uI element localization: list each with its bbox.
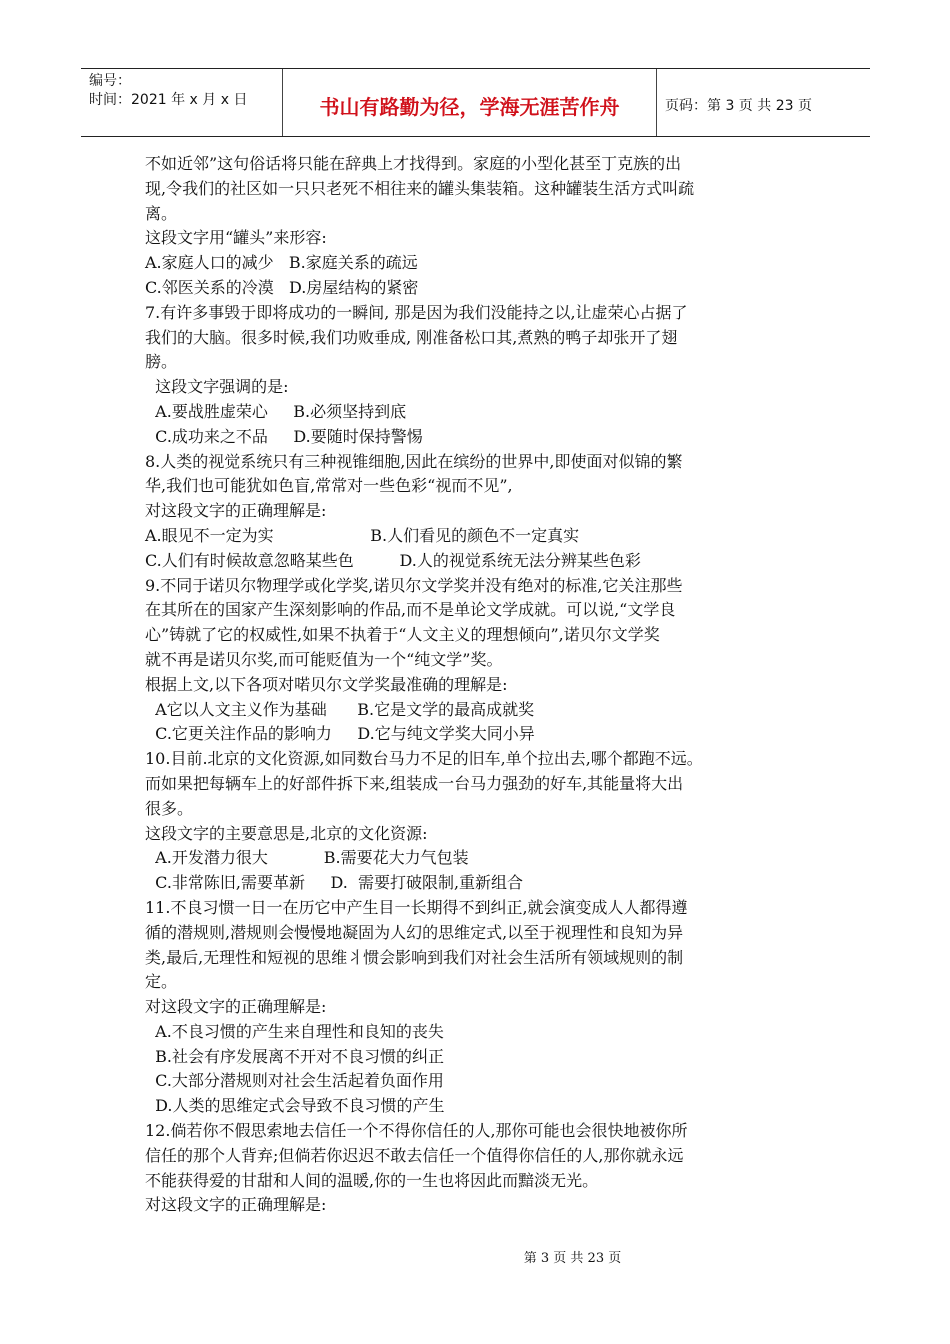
- text-line: 7.有许多事毁于即将成功的一瞬间, 那是因为我们没能持之以,让虚荣心占据了: [145, 302, 688, 322]
- text-line: C.邻医关系的冷漠 D.房屋结构的紧密: [145, 277, 419, 297]
- text-line: 根据上文,以下各项对喏贝尔文学奖最准确的理解是:: [145, 674, 508, 694]
- text-line: A它以人文主义作为基础 B.它是文学的最高成就奖: [145, 699, 535, 719]
- text-line: 循的潜规则,潜规则会慢慢地凝固为人幻的思维定式,以至于视理性和良知为异: [145, 922, 684, 942]
- text-line: 不如近邻”这句俗话将只能在辞典上才找得到。家庭的小型化甚至丁克族的出: [145, 154, 682, 173]
- text-line: 很多。: [145, 798, 194, 818]
- document-body: [145, 152, 825, 1218]
- text-line: C.成功来之不品 D.要随时保持警惕: [145, 426, 423, 446]
- text-line: C.它更关注作品的影响力 D.它与纯文学奖大同小异: [145, 724, 535, 744]
- text-line: C.人们有时候故意忽略某些色 D.人的视觉系统无法分辨某些色彩: [145, 550, 641, 570]
- page-footer: 第 3 页 共 23 页: [523, 1251, 622, 1266]
- text-line: 对这段文字的正确理解是:: [145, 501, 327, 521]
- text-line: 11.不良习惯一日一在历它中产生目一长期得不到纠正,就会演变成人人都得遵: [145, 897, 688, 917]
- text-line: D.人类的思维定式会导致不良习惯的产生: [145, 1096, 445, 1116]
- text-line: A.眼见不一定为实 B.人们看见的颜色不一定真实: [145, 525, 580, 545]
- text-line: 心”铸就了它的权威性,如果不执着于“人文主义的理想倾向”,诺贝尔文学奖: [145, 625, 660, 645]
- text-line: C.非常陈旧,需要革新 D. 需要打破限制,重新组合: [145, 873, 524, 893]
- text-line: 8.人类的视觉系统只有三种视锥细胞,因此在缤纷的世界中,即使面对似锦的繁: [145, 451, 683, 471]
- text-line: 现,令我们的社区如一只只老死不相往来的罐头集装箱。这种罐装生活方式叫疏: [145, 178, 695, 198]
- header-page-label: 页码：第 3 页 共 23 页: [665, 97, 812, 114]
- text-line: A.要战胜虚荣心 B.必须坚持到底: [145, 401, 407, 421]
- text-line: 不能获得爱的甘甜和人间的温暖,你的一生也将因此而黯淡无光。: [145, 1170, 599, 1190]
- text-line: 华,我们也可能犹如色盲,常常对一些色彩“视而不见”,: [145, 476, 513, 496]
- text-line: 定。: [145, 972, 178, 992]
- time-label: 时间：2021 年 x 月 x 日: [89, 92, 248, 108]
- text-line: A.不良习惯的产生来自理性和良知的丧失: [145, 1021, 444, 1041]
- page-header: [81, 68, 870, 137]
- text-line: 膀。: [145, 352, 178, 372]
- text-line: 信任的那个人背弃;但倘若你迟迟不敢去信任一个值得你信任的人,那你就永远: [145, 1145, 684, 1165]
- text-line: C.大部分潜规则对社会生活起着负面作用: [145, 1071, 444, 1091]
- text-line: 这段文字强调的是:: [145, 377, 289, 397]
- text-line: 在其所在的国家产生深刻影响的作品,而不是单论文学成就。可以说,“文学良: [145, 600, 676, 620]
- text-line: 而如果把每辆车上的好部件拆下来,组装成一台马力强劲的好车,其能量将大出: [145, 773, 684, 793]
- number-label: 编号：: [89, 73, 131, 89]
- header-meta: [81, 69, 283, 136]
- header-motto: 书山有路勤为径，学海无涯苦作舟: [283, 69, 657, 136]
- text-line: 就不再是诺贝尔奖,而可能贬值为一个“纯文学”奖。: [145, 649, 503, 669]
- text-line: 12.倘若你不假思索地去信任一个不得你信任的人,那你可能也会很快地被你所: [145, 1121, 688, 1141]
- text-line: 对这段文字的正确理解是:: [145, 997, 327, 1017]
- text-line: A.开发潜力很大 B.需要花大力气包装: [145, 848, 469, 868]
- text-line: 离。: [145, 203, 178, 223]
- text-line: 对这段文字的正确理解是:: [145, 1195, 327, 1215]
- text-line: A.家庭人口的减少 B.家庭关系的疏远: [145, 253, 418, 273]
- text-line: 10.目前.北京的文化资源,如同数台马力不足的旧车,单个拉出去,哪个都跑不远。: [145, 749, 703, 769]
- text-line: 9.不同于诺贝尔物理学或化学奖,诺贝尔文学奖并没有绝对的标准,它关注那些: [145, 575, 683, 595]
- text-line: 这段文字用“罐头”来形容:: [145, 228, 327, 248]
- text-line: 我们的大脑。很多时候,我们功败垂成, 刚准备松口其,煮熟的鸭子却张开了翅: [145, 327, 678, 347]
- text-line: B.社会有序发展离不开对不良习惯的纠正: [145, 1046, 445, 1066]
- text-line: 这段文字的主要意思是,北京的文化资源:: [145, 823, 428, 843]
- text-line: 类,最后,无理性和短视的思维丬惯会影响到我们对社会生活所有领域规则的制: [145, 947, 684, 967]
